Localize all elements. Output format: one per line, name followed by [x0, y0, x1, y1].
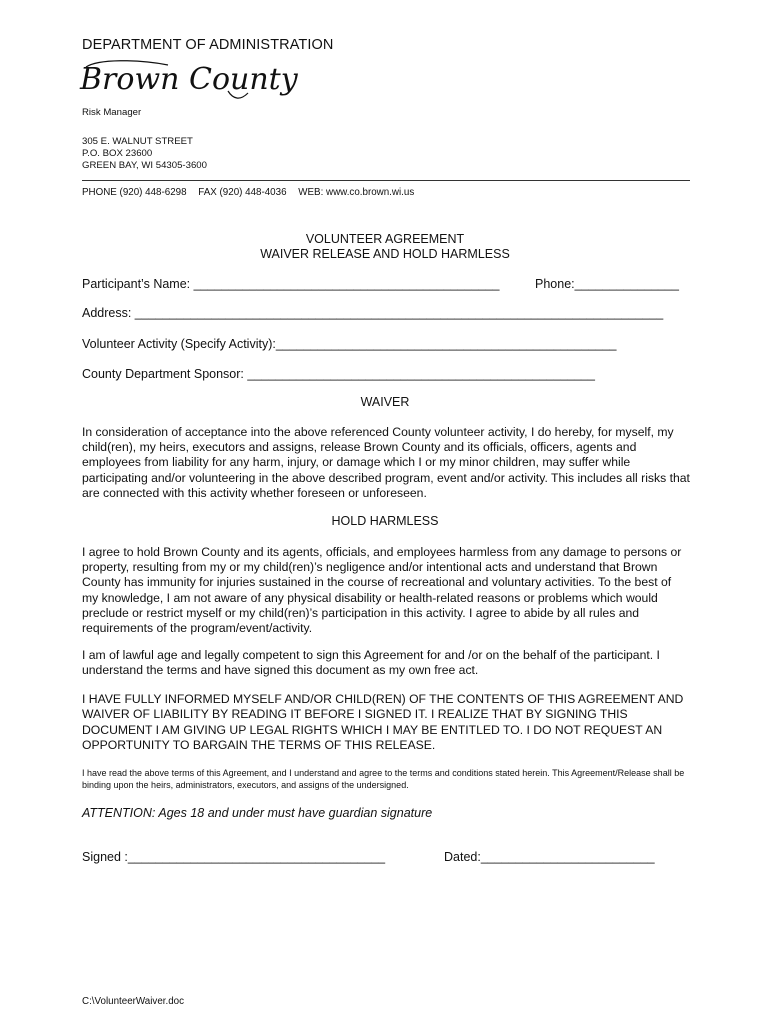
logo-script-text: Brown County — [80, 62, 298, 97]
document-subtitle: WAIVER RELEASE AND HOLD HARMLESS — [260, 247, 510, 261]
logo-script-graphic — [78, 55, 298, 103]
address-line: 305 E. WALNUT STREET — [82, 136, 193, 147]
activity-field[interactable]: Volunteer Activity (Specify Activity):_________________________________________________ — [82, 337, 617, 351]
hold-harmless-paragraph: I agree to hold Brown County and its agents, officials, and employees harmless from any damage to persons or property, resulting from my or my child(ren)’s negligence and/or intentional acts and understand that Brown County has immunity for injuries sustained in the course of recreational and voluntary activities. To the best of my knowledge, I am not aware of any physical disability or health-related reasons or problems which would preclude or restrict myself or my child(ren)’s participation in this activity. I agree to abide by all rules and requirements of the program/event/activity. — [82, 545, 682, 636]
address-field[interactable]: Address: ____________________________________________________________________________ — [82, 306, 664, 320]
signature-field[interactable]: Signed :_____________________________________ — [82, 850, 386, 864]
waiver-paragraph: In consideration of acceptance into the above referenced County volunteer activity, I do hereby, for myself, my child(ren), my heirs, executors and assigns, release Brown County and its officials, officers, agents and employees from liability for any harm, injury, or damage which I or my minor children, may suffer while participating and/or volunteering in the above described program, event and/or activity. This includes all risks that are connected with this activity whether foreseen or unforeseen. — [82, 425, 690, 500]
brown-county-logo — [78, 55, 298, 108]
document-title: VOLUNTEER AGREEMENT — [305, 232, 465, 246]
header-divider — [82, 180, 690, 181]
sponsor-field[interactable]: County Department Sponsor: __________________________________________________ — [82, 367, 595, 381]
fax-number: FAX (920) 448-4036 — [198, 187, 287, 198]
mailing-address — [82, 136, 207, 172]
address-line: GREEN BAY, WI 54305-3600 — [82, 160, 207, 171]
waiver-heading: WAIVER — [360, 395, 410, 409]
phone-number: PHONE (920) 448-6298 — [82, 187, 187, 198]
date-field[interactable]: Dated:_________________________ — [444, 850, 655, 864]
file-path-footer: C:\VolunteerWaiver.doc — [82, 996, 185, 1007]
fine-print-statement: I have read the above terms of this Agreement, and I understand and agree to the terms and conditions stated herein. This Agreement/Release shall be binding upon the heirs, administrators, executors, and assigns of the undersigned. — [82, 768, 685, 790]
contact-line — [82, 187, 423, 198]
attention-notice: ATTENTION: Ages 18 and under must have guardian signature — [82, 806, 433, 820]
phone-field[interactable]: Phone:_______________ — [535, 277, 679, 291]
address-line: P.O. BOX 23600 — [82, 148, 153, 159]
office-name: Risk Manager — [82, 107, 142, 118]
acknowledgement-notice: I HAVE FULLY INFORMED MYSELF AND/OR CHILD(REN) OF THE CONTENTS OF THIS AGREEMENT AND WAIVER OF LIABILITY BY READING IT BEFORE I SIGNED IT. I REALIZE THAT BY SIGNING THIS DOCUMENT I AM GIVING UP LEGAL RIGHTS WHICH I MAY BE ENTITLED TO. I DO NOT REQUEST AN OPPORTUNITY TO BARGAIN THE TERMS OF THIS RELEASE. — [82, 692, 684, 753]
hold-harmless-heading: HOLD HARMLESS — [331, 514, 439, 528]
legal-age-paragraph: I am of lawful age and legally competent to sign this Agreement for and /or on the behalf of the participant. I understand the terms and have signed this document as my own free act. — [82, 648, 660, 678]
department-name: DEPARTMENT OF ADMINISTRATION — [82, 37, 334, 53]
website: WEB: www.co.brown.wi.us — [298, 187, 415, 198]
participant-name-field[interactable]: Participant’s Name: ____________________________________________ — [82, 277, 500, 291]
